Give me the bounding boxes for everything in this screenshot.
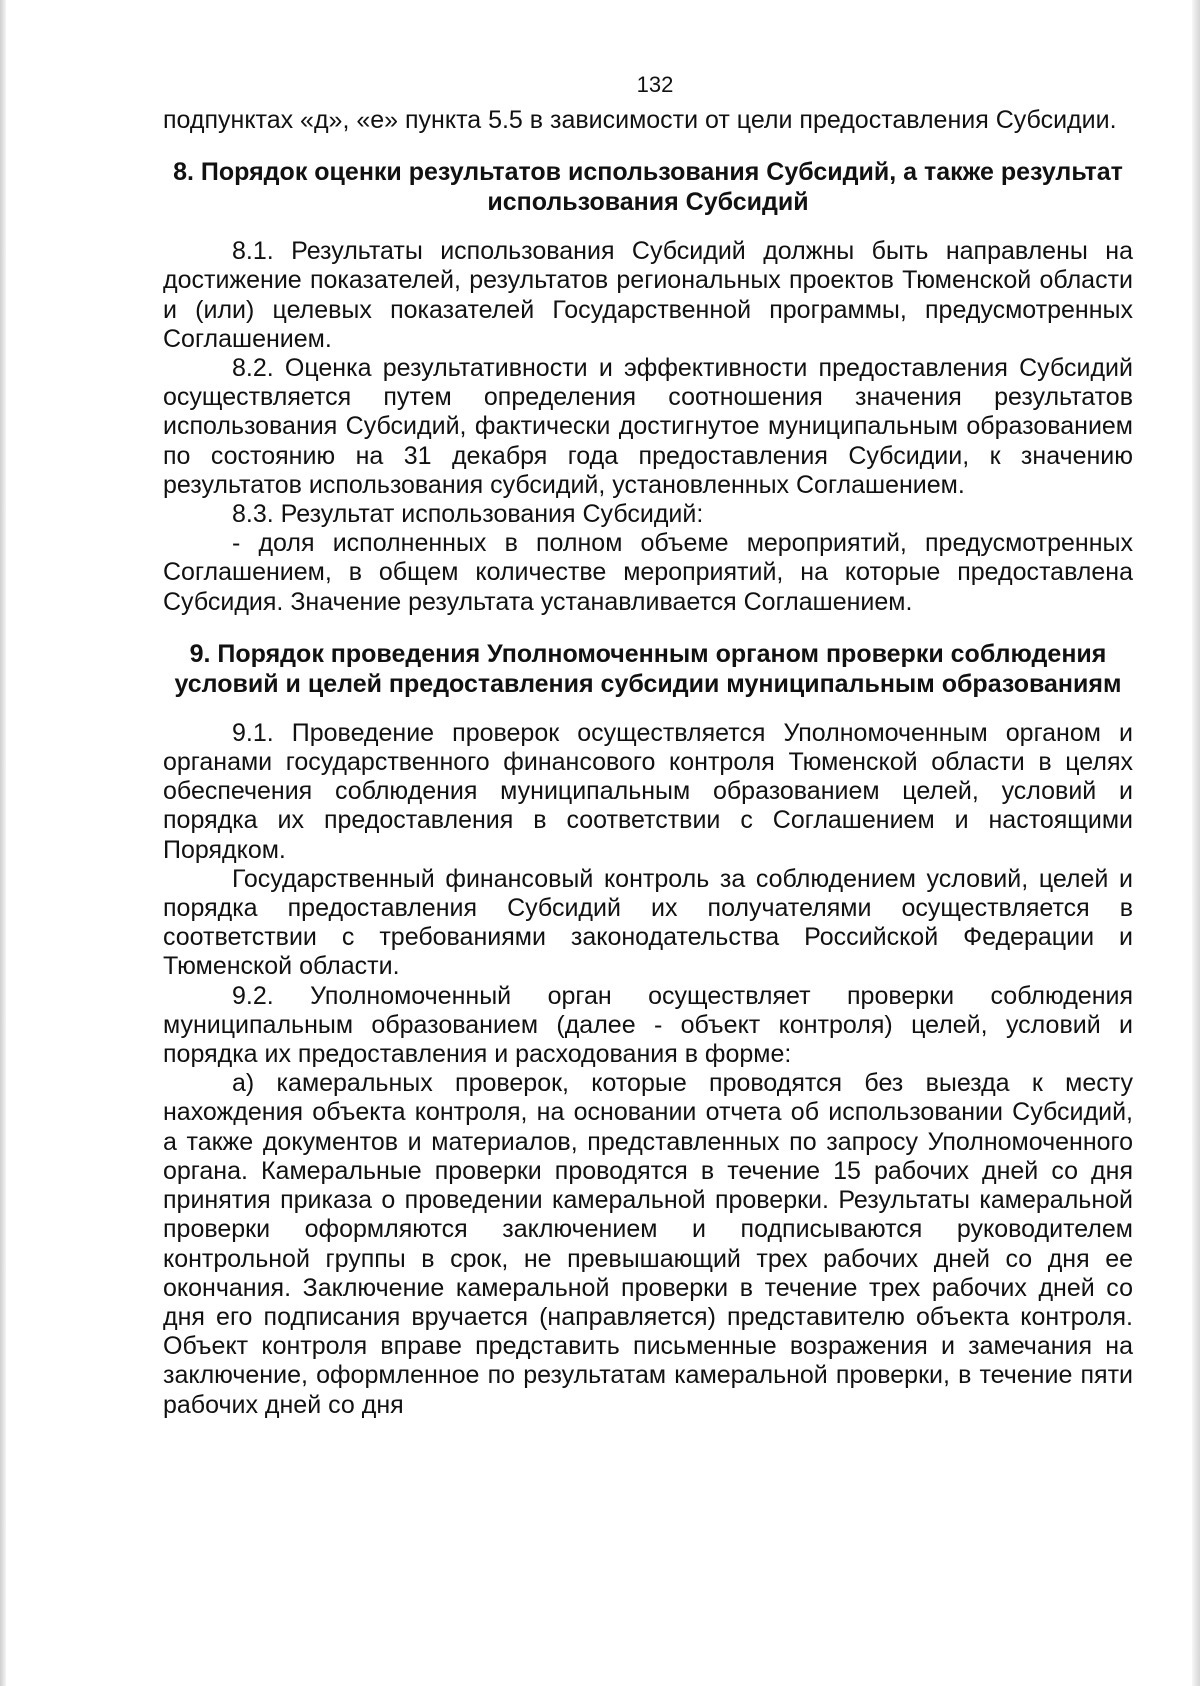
section-heading-9: 9. Порядок проведения Уполномоченным органом проверки соблюдения условий и целей предоставления субсидии муниципальным образованиям: [174, 639, 1122, 698]
paragraph-9-1: 9.1. Проведение проверок осуществляется Уполномоченным органом и органами государственного финансового контроля Тюменской области в целях обеспечения соблюдения муниципальным образованием целей, условий и порядка их предоставления в соответствии с Соглашением и настоящими Порядком.: [163, 718, 1133, 864]
section-gap: [163, 699, 1133, 719]
scan-edge-right: [1192, 0, 1200, 1686]
page-number: 132: [636, 72, 674, 97]
section-gap: [163, 217, 1133, 237]
paragraph-8-3-item: - доля исполненных в полном объеме мероприятий, предусмотренных Соглашением, в общем количестве мероприятий, на которые предоставлена Субсидия. Значение результата устанавливается Соглашением.: [163, 529, 1133, 616]
section-gap: [163, 617, 1133, 639]
paragraph-8-1: 8.1. Результаты использования Субсидий должны быть направлены на достижение показателей, результатов региональных проектов Тюменской области и (или) целевых показателей Государственной программы, предусмотренных Соглашением.: [163, 237, 1133, 353]
paragraph-8-3: 8.3. Результат использования Субсидий:: [232, 500, 704, 529]
paragraph-9-2: 9.2. Уполномоченный орган осуществляет проверки соблюдения муниципальным образованием (далее - объект контроля) целей, условий и порядка их предоставления и расходования в форме:: [163, 981, 1133, 1069]
paragraph-9-1-control: Государственный финансовый контроль за соблюдением условий, целей и порядка предоставления Субсидий их получателями осуществляется в соответствии с требованиями законодательства Российской Федерации и Тюменской области.: [163, 864, 1133, 981]
section-gap: [163, 135, 1133, 157]
document-body: [163, 106, 1133, 1420]
paragraph-8-2: 8.2. Оценка результативности и эффективности предоставления Субсидий осуществляется путем определения соотношения значения результатов использования Субсидий, фактически достигнутое муниципальным образованием по состоянию на 31 декабря года предоставления Субсидии, к значению результатов использования субсидий, установленных Соглашением.: [163, 354, 1133, 499]
paragraph-9-2-a: а) камеральных проверок, которые проводятся без выезда к месту нахождения объекта контроля, на основании отчета об использовании Субсидий, а также документов и материалов, представленных по запросу Уполномоченного органа. Камеральные проверки проводятся в течение 15 рабочих дней со дня принятия приказа о проведении камеральной проверки. Результаты камеральной проверки оформляются заключением и подписываются руководителем контрольной группы в срок, не превышающий трех рабочих дней со дня ее окончания. Заключение камеральной проверки в течение трех рабочих дней со дня его подписания вручается (направляется) представителю объекта контроля. Объект контроля вправе представить письменные возражения и замечания на заключение, оформленное по результатам камеральной проверки, в течение пяти рабочих дней со дня: [163, 1069, 1133, 1419]
section-heading-8: 8. Порядок оценки результатов использования Субсидий, а также результат использования Субсидий: [173, 158, 1123, 217]
scan-edge-left: [0, 0, 6, 1686]
paragraph-continuation: подпунктах «д», «е» пункта 5.5 в зависимости от цели предоставления Субсидии.: [163, 106, 1117, 134]
